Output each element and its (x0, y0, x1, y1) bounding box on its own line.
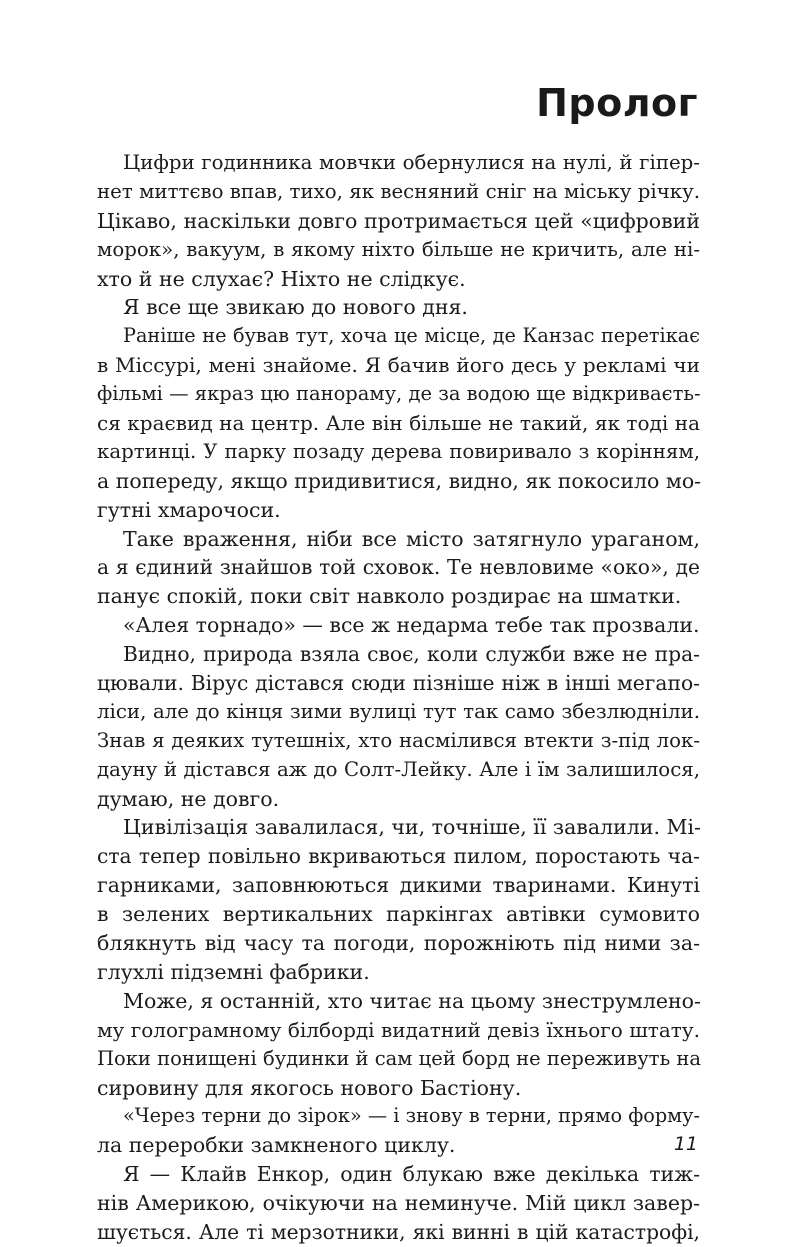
text-line: думаю, не довго. (97, 786, 280, 811)
chapter-title: Пролог (536, 81, 698, 125)
text-line: гутні хмарочоси. (97, 497, 281, 522)
text-line: Цікаво, наскільки довго протримається цей «цифровий (97, 208, 700, 233)
text-line: Поки понищені будинки й сам цей борд не переживуть на (97, 1046, 702, 1070)
text-line: Може, я останній, хто читає на цьому знеструмлено- (123, 988, 701, 1013)
text-line: а попереду, якщо придивитися, видно, як покосило мо- (97, 468, 702, 493)
text-line: Видно, природа взяла своє, коли служби вже не пра- (123, 642, 700, 667)
text-line: морок», вакуум, в якому ніхто більше не кричить, але ні- (97, 237, 700, 261)
page-number: 11 (673, 1133, 698, 1155)
text-line: блякнуть від часу та погоди, порожніють під ними за- (97, 931, 700, 956)
text-line: хто й не слухає? Ніхто не слідкує. (97, 266, 466, 291)
text-line: ста тепер повільно вкриваються пилом, поростають ча- (97, 844, 700, 869)
text-line: «Через терни до зірок» — і знову в терни, прямо форму- (123, 1104, 700, 1128)
text-line: в зелених вертикальних паркінгах автівки сумовито (97, 902, 700, 927)
text-line: ла переробки замкненого циклу. (97, 1133, 456, 1158)
text-line: картинці. У парку позаду дерева повиривало з корінням, (97, 439, 700, 463)
text-line: «Алея торнадо» — все ж недарма тебе так прозвали. (123, 613, 700, 638)
text-line: Я все ще звикаю до нового дня. (123, 295, 468, 320)
text-line: му голограмному білборді видатний девіз їхнього штату. (97, 1017, 700, 1042)
text-line: Раніше не бував тут, хоча це місце, де Канзас перетікає (123, 324, 700, 348)
text-line: а я єдиний знайшов той сховок. Те невловиме «око», де (97, 555, 700, 580)
text-line: в Міссурі, мені знайоме. Я бачив його десь у рекламі чи (97, 353, 700, 378)
text-line: Знав я деяких тутешніх, хто насмілився втекти з-під лок- (97, 728, 700, 752)
text-line: фільмі — якраз цю панораму, де за водою ще відкриваєть- (97, 382, 701, 406)
text-line: цювали. Вірус дістався сюди пізніше ніж в інші мегапо- (97, 671, 700, 696)
text-line: панує спокій, поки світ навколо роздирає на шматки. (97, 584, 682, 609)
text-line: ся краєвид на центр. Але він більше не такий, як тоді на (97, 411, 700, 436)
text-line: сировину для якогось нового Бастіону. (97, 1075, 522, 1100)
text-line: гарниками, заповнюються дикими тваринами. Кинуті (97, 873, 700, 898)
body-text (97, 149, 700, 1247)
text-line: Цифри годинника мовчки обернулися на нулі, й гіпер- (123, 151, 700, 174)
text-line: Цивілізація завалилася, чи, точніше, її завалили. Мі- (123, 815, 701, 840)
text-line: ліси, але до кінця зими вулиці тут так само збезлюдніли. (97, 699, 700, 723)
text-line: Таке враження, ніби все місто затягнуло ураганом, (123, 526, 700, 551)
text-line: Я — Клайв Енкор, один блукаю вже декілька тиж- (123, 1162, 700, 1187)
text-line: нет миттєво впав, тихо, як весняний сніг на міську річку. (97, 179, 700, 203)
text-line: глухлі підземні фабрики. (97, 959, 370, 984)
text-line: нів Америкою, очікуючи на неминуче. Мій цикл завер- (97, 1191, 700, 1216)
text-line: дауну й дістався аж до Солт-Лейку. Але і їм залишилося, (97, 757, 700, 781)
text-line: шується. Але ті мерзотники, які винні в цій катастрофі, (97, 1219, 700, 1244)
